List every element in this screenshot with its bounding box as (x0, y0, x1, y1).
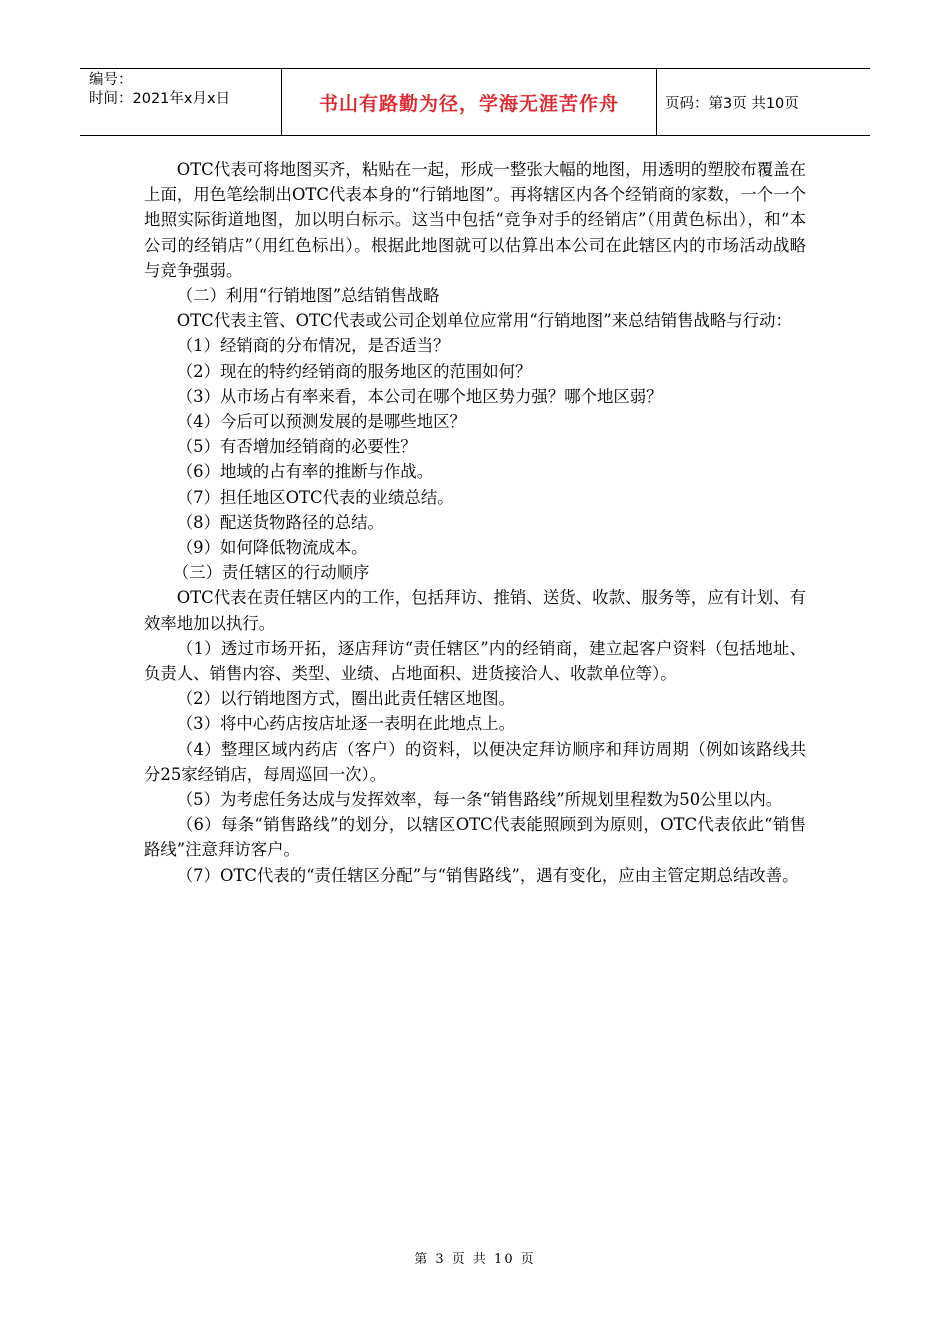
page-header (80, 68, 870, 136)
header-motto: 书山有路勤为径，学海无涯苦作舟 (282, 69, 657, 135)
body-paragraph: （三）责任辖区的行动顺序 (172, 563, 370, 583)
body-paragraph: （2）现在的特约经销商的服务地区的范围如何？ (176, 361, 532, 381)
body-paragraph: （6）地域的占有率的推断与作战。 (176, 462, 434, 482)
body-paragraph: （4）整理区域内药店（客户）的资料，以便决定拜访顺序和拜访周期（例如该路线共分25家经销店，每周巡回一次）。 (144, 739, 806, 784)
body-paragraph: OTC代表可将地图买齐，粘贴在一起，形成一整张大幅的地图，用透明的塑胶布覆盖在上面，用色笔绘制出OTC代表本身的“行销地图”。再将辖区内各个经销商的家数，一个一个地照实际街道地图，加以明白标示。这当中包括“竞争对手的经销店”（用黄色标出），和“本公司的经销店”（用红色标出）。根据此地图就可以估算出本公司在此辖区内的市场活动战略与竞争强弱。 (144, 160, 806, 280)
body-paragraph: （二）利用“行销地图”总结销售战略 (176, 286, 440, 306)
body-paragraph: （5）有否增加经销商的必要性？ (176, 437, 417, 457)
document-number-label: 编号： (89, 72, 133, 88)
body-paragraph: （4）今后可以预测发展的是哪些地区？ (176, 412, 466, 432)
body-paragraph: （7）OTC代表的“责任辖区分配”与“销售路线”，遇有变化，应由主管定期总结改善。 (176, 865, 799, 885)
body-paragraph: （8）配送货物路径的总结。 (176, 512, 384, 532)
document-date-label: 时间：2021年x月x日 (89, 91, 231, 107)
body-paragraph: （9）如何降低物流成本。 (176, 538, 368, 558)
body-paragraph: （1）透过市场开拓，逐店拜访“责任辖区”内的经销商，建立起客户资料（包括地址、负责人、销售内容、类型、业绩、占地面积、进货接洽人、收款单位等）。 (144, 638, 806, 684)
body-paragraph: （7）担任地区OTC代表的业绩总结。 (176, 487, 454, 507)
body-paragraph: （3）从市场占有率来看，本公司在哪个地区势力强？哪个地区弱？ (176, 386, 663, 406)
document-body (144, 157, 806, 888)
page-footer: 第 3 页 共 10 页 (414, 1252, 536, 1267)
body-paragraph: （1）经销商的分布情况，是否适当？ (176, 336, 450, 356)
body-paragraph: （6）每条“销售路线”的划分，以辖区OTC代表能照顾到为原则，OTC代表依此“销售路线”注意拜访客户。 (144, 815, 806, 860)
body-paragraph: （3）将中心药店按店址逐一表明在此地点上。 (176, 714, 516, 734)
body-paragraph: （5）为考虑任务达成与发挥效率，每一条“销售路线”所规划里程数为50公里以内。 (176, 790, 783, 810)
body-paragraph: OTC代表在责任辖区内的工作，包括拜访、推销、送货、收款、服务等，应有计划、有效率地加以执行。 (144, 588, 806, 633)
body-paragraph: （2）以行销地图方式，圈出此责任辖区地图。 (176, 689, 516, 709)
header-meta (80, 69, 282, 135)
header-page-info: 页码：第3页 共10页 (665, 95, 799, 112)
body-paragraph: OTC代表主管、OTC代表或公司企划单位应常用“行销地图”来总结销售战略与行动： (176, 311, 792, 331)
